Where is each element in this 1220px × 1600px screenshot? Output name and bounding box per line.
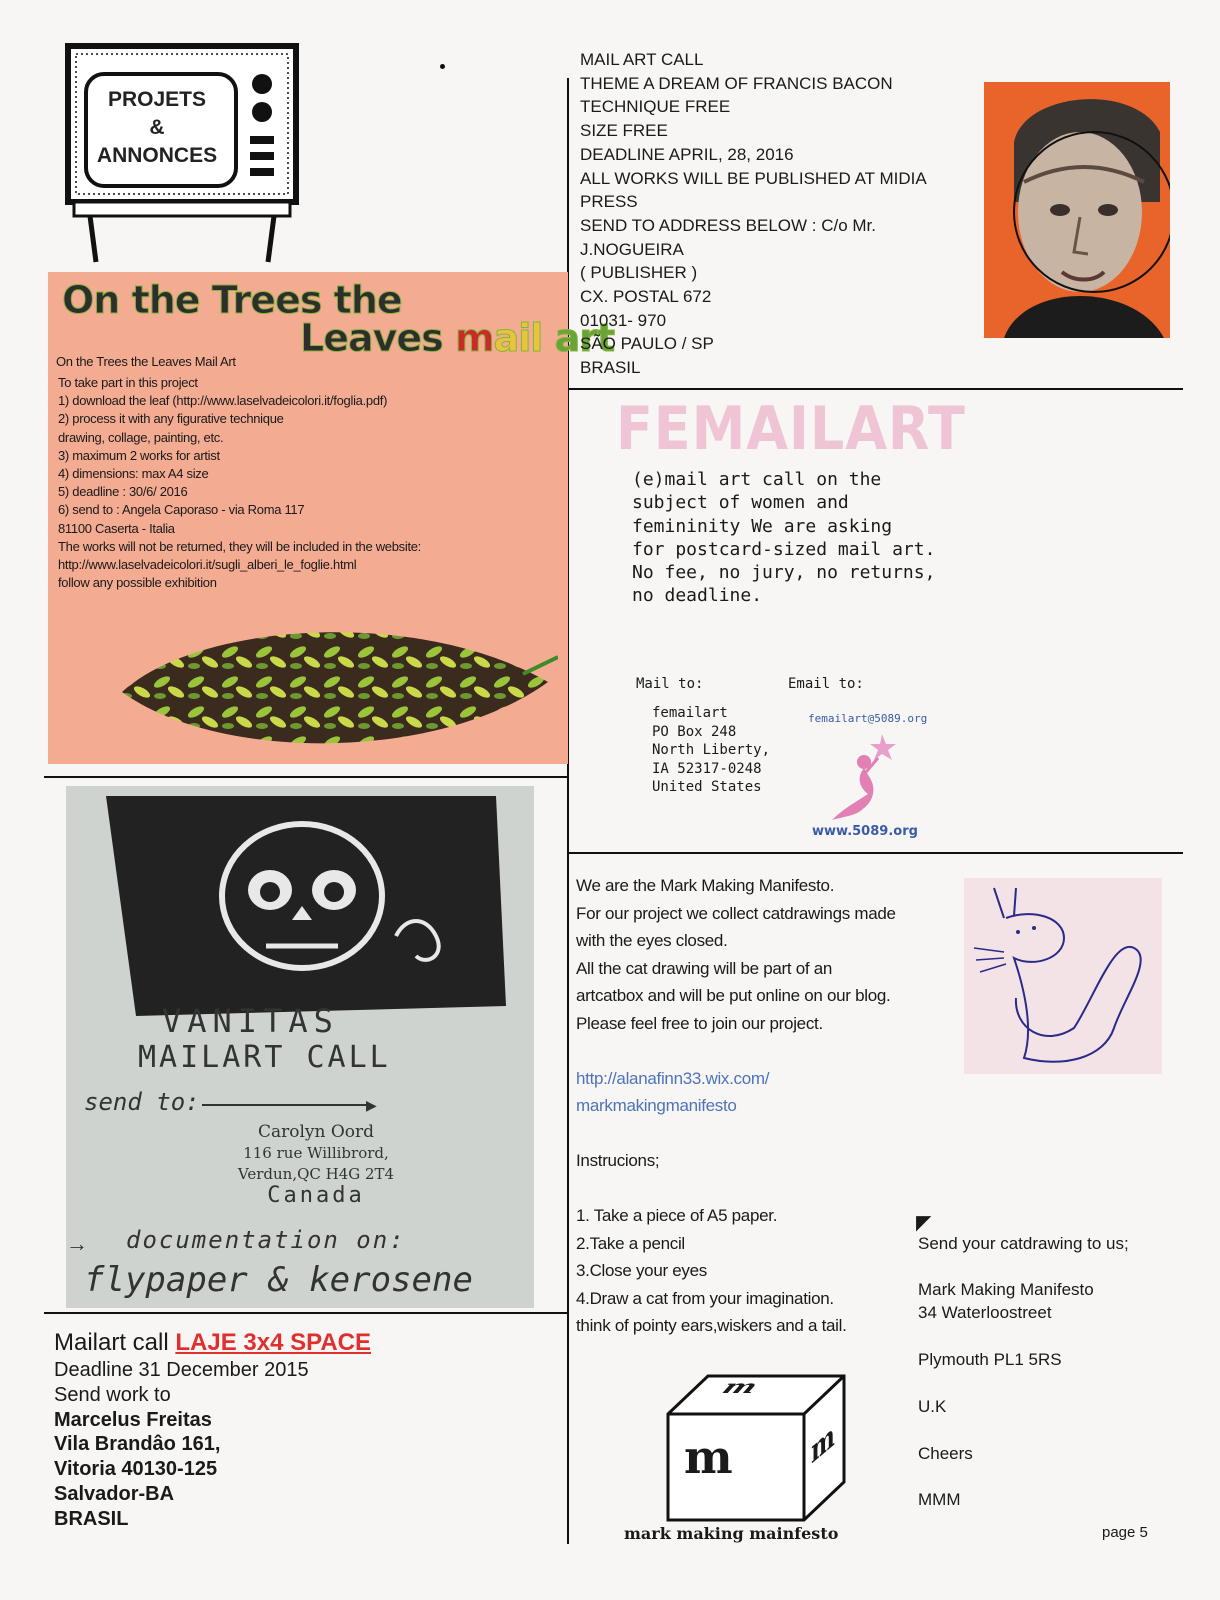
bacon-line: ALL WORKS WILL BE PUBLISHED AT MIDIA — [580, 168, 927, 188]
trees-title-line-1: On the Trees the — [62, 278, 402, 322]
bacon-line: SÃO PAULO / SP — [580, 334, 714, 354]
femailart-email-link[interactable]: femailart@5089.org — [808, 712, 928, 725]
trees-line: follow any possible exhibition — [58, 575, 217, 591]
mmm-line: with the eyes closed. — [576, 931, 728, 950]
laje-call — [54, 1328, 534, 1532]
laje-space-link[interactable]: LAJE 3x4 SPACE — [175, 1329, 371, 1356]
trees-line: 5) deadline : 30/6/ 2016 — [58, 484, 188, 500]
leaf-illustration — [118, 612, 558, 762]
vanitas-send-to: send to: — [84, 1088, 200, 1116]
trees-title-line-2 — [300, 316, 614, 360]
trees-title-art: art — [542, 316, 615, 360]
trees-subtitle: On the Trees the Leaves Mail Art — [56, 354, 236, 369]
bacon-line: BRASIL — [580, 358, 641, 378]
cube-letter-side: m — [811, 1414, 835, 1472]
trees-instructions — [58, 374, 421, 592]
vanitas-address-line: Verdun,QC H4G 2T4 — [237, 1165, 395, 1183]
mmm-text — [576, 872, 936, 1340]
vanitas-address-line: 116 rue Willibrord, — [243, 1144, 389, 1162]
cursor-arrow-icon: ◤ — [916, 1212, 932, 1234]
trees-line: 4) dimensions: max A4 size — [58, 466, 209, 482]
femailart-line: subject of women and — [632, 492, 849, 514]
laje-heading — [54, 1328, 534, 1358]
trees-line: To take part in this project — [58, 375, 198, 390]
vanitas-address-line: Canada — [267, 1183, 365, 1208]
portrait-illustration — [984, 82, 1170, 338]
mmm-link[interactable]: http://alanafinn33.wix.com/ — [576, 1068, 770, 1088]
mmm-country: U.K — [918, 1397, 947, 1416]
femailart-body — [632, 468, 972, 608]
bacon-line: THEME A DREAM OF FRANCIS BACON — [580, 73, 893, 93]
trees-line: drawing, collage, painting, etc. — [58, 429, 224, 445]
divider-left-bottom — [44, 1312, 569, 1314]
mmm-link[interactable]: markmakingmanifesto — [576, 1096, 737, 1115]
cat-drawing — [964, 878, 1162, 1074]
divider-right-mid — [567, 852, 1183, 854]
laje-deadline: Deadline 31 December 2015 — [54, 1359, 309, 1381]
femailart-www-link[interactable]: www.5089.org — [812, 824, 918, 839]
trees-line: 1) download the leaf (http://www.laselvadeicolori.it/foglia.pdf) — [58, 393, 388, 409]
mmm-step: 3.Close your eyes — [576, 1261, 707, 1280]
bacon-line: CX. POSTAL 672 — [580, 287, 712, 307]
mmm-step: 4.Draw a cat from your imagination. — [576, 1288, 834, 1308]
tv-line-1: PROJETS — [107, 88, 207, 111]
bacon-line: 01031- 970 — [580, 310, 667, 330]
francis-bacon-portrait — [984, 82, 1170, 338]
mmm-cube-logo — [664, 1372, 848, 1522]
cat-illustration — [964, 878, 1162, 1074]
tv-line-2: & — [149, 116, 165, 139]
divider-left-mid — [44, 776, 569, 778]
bacon-line: ( PUBLISHER ) — [580, 263, 698, 283]
trees-title-leaves: Leaves — [300, 316, 456, 360]
mmm-instructions-title: Instrucions; — [576, 1151, 660, 1170]
mmm-line: All the cat drawing will be part of an — [576, 958, 833, 978]
trees-title-m: m — [455, 316, 494, 360]
vanitas-title — [162, 1002, 339, 1040]
page-number: page 5 — [1102, 1524, 1148, 1541]
cube-letter-top: m — [717, 1377, 762, 1398]
address-line: femailart — [652, 705, 728, 721]
mmm-address-1: Mark Making Manifesto — [918, 1280, 1094, 1299]
femailart-line: for postcard-sized mail art. — [632, 538, 936, 560]
bacon-line: DEADLINE APRIL, 28, 2016 — [580, 144, 794, 164]
trees-line: 3) maximum 2 works for artist — [58, 447, 220, 463]
mmm-step: 1. Take a piece of A5 paper. — [576, 1206, 778, 1225]
mmm-send-title: Send your catdrawing to us; — [918, 1234, 1129, 1253]
bacon-line: SIZE FREE — [580, 121, 668, 141]
femailart-line: femininity We are asking — [632, 515, 893, 537]
trees-line: 81100 Caserta - Italia — [58, 520, 175, 536]
vanitas-address — [196, 1122, 436, 1206]
address-line: PO Box 248 — [652, 723, 737, 740]
address-line: IA 52317-0248 — [652, 760, 762, 777]
bacon-line: MAIL ART CALL — [580, 50, 704, 69]
trees-line: 2) process it with any figurative technique — [58, 411, 284, 427]
mmm-line: Please feel free to join our project. — [576, 1013, 823, 1033]
laje-address-line: Salvador-BA — [54, 1482, 175, 1505]
vanitas-call: MAILART CALL — [138, 1040, 391, 1075]
femailart-line: No fee, no jury, no returns, — [632, 562, 936, 584]
mermaid-icon — [826, 728, 906, 824]
laje-address-line: BRASIL — [54, 1507, 129, 1530]
mmm-line: For our project we collect catdrawings made — [576, 903, 896, 923]
address-line: North Liberty, — [652, 742, 771, 758]
trees-title-ail: ail — [493, 316, 543, 360]
laje-address-line: Marcelus Freitas — [54, 1408, 212, 1431]
trees-line: The works will not be returned, they will be included in the website: — [58, 538, 421, 554]
femailart-title: FEMAILART — [616, 394, 966, 464]
vanitas-address-line: Carolyn Oord — [257, 1122, 375, 1142]
bacon-line: SEND TO ADDRESS BELOW : C/o Mr. — [580, 215, 876, 235]
femailart-email-label: Email to: — [788, 676, 864, 692]
skull-print-illustration — [66, 786, 534, 1036]
cube-letter-front: m — [684, 1430, 733, 1484]
bacon-call-text — [580, 48, 970, 380]
mmm-step: think of pointy ears,wiskers and a tail. — [576, 1316, 847, 1335]
trees-line: 6) send to : Angela Caporaso - via Roma 117 — [58, 502, 305, 518]
mmm-line: We are the Mark Making Manifesto. — [576, 876, 835, 895]
femailart-mail-label: Mail to: — [636, 676, 704, 692]
tv-logo — [62, 42, 302, 264]
laje-address-line: Vitoria 40130-125 — [54, 1458, 218, 1481]
divider-top-right — [567, 388, 1183, 390]
vanitas-documentation: documentation on: — [126, 1226, 406, 1254]
mmm-step: 2.Take a pencil — [576, 1233, 685, 1253]
arrow-right-icon: → — [66, 1231, 88, 1256]
tv-line-3: ANNONCES — [96, 144, 218, 167]
mmm-caption: mark making mainfesto — [624, 1524, 839, 1543]
mmm-city: Plymouth PL1 5RS — [918, 1350, 1062, 1369]
address-line: United States — [652, 779, 762, 795]
trees-line: http://www.laselvadeicolori.it/sugli_alberi_le_foglie.html — [58, 557, 357, 573]
dot — [440, 64, 445, 69]
mmm-cheers: Cheers — [918, 1444, 973, 1463]
bacon-line: J.NOGUEIRA — [580, 239, 684, 259]
femailart-line: no deadline. — [632, 585, 763, 607]
bacon-line: PRESS — [580, 192, 638, 212]
femailart-line: (e)mail art call on the — [632, 469, 882, 490]
mmm-address-2: 34 Waterloostreet — [918, 1303, 1052, 1322]
laje-prefix: Mailart call — [54, 1329, 176, 1356]
laje-send: Send work to — [54, 1383, 171, 1406]
bacon-line: TECHNIQUE FREE — [580, 97, 731, 117]
arrow-line — [202, 1104, 372, 1106]
femailart-address — [652, 704, 770, 797]
mmm-sign: MMM — [918, 1490, 961, 1509]
laje-address-line: Vila Brandâo 161, — [54, 1433, 221, 1456]
vanitas-panel — [66, 786, 534, 1308]
arrow-right-icon: ▶ — [366, 1097, 377, 1113]
vanitas-site: flypaper & kerosene — [84, 1260, 473, 1300]
vanitas-title-text: VANITAS — [162, 1002, 339, 1040]
mmm-line: artcatbox and will be put online on our blog. — [576, 986, 891, 1005]
